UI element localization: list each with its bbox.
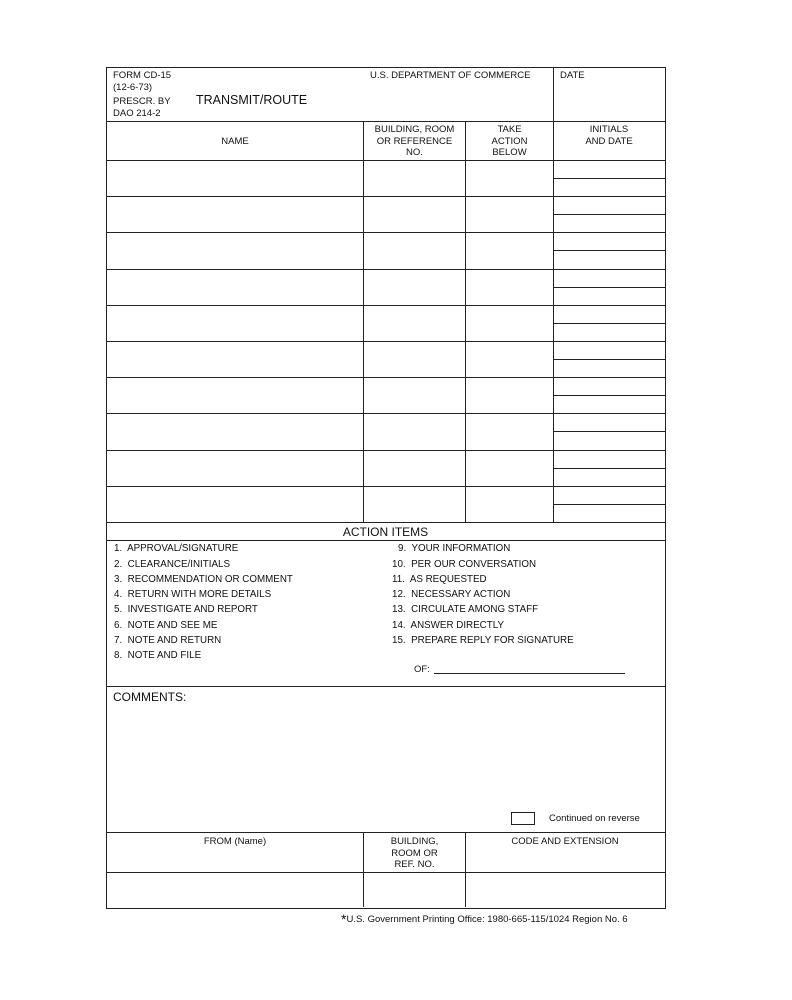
column-header-take-action-line: BELOW	[492, 147, 527, 158]
column-header-initials	[554, 124, 664, 147]
routing-initials-field[interactable]	[555, 487, 663, 503]
routing-name-field[interactable]	[108, 197, 362, 231]
routing-building-field[interactable]	[365, 487, 464, 521]
routing-building-field[interactable]	[365, 451, 464, 485]
action-item-label: RETURN WITH MORE DETAILS	[127, 589, 272, 600]
routing-date-field[interactable]	[555, 396, 663, 412]
row-rule	[106, 522, 665, 523]
routing-name-field[interactable]	[108, 414, 362, 448]
action-item-label: CLEARANCE/INITIALS	[127, 559, 230, 570]
routing-initials-field[interactable]	[555, 342, 663, 358]
action-item	[114, 620, 217, 631]
routing-name-field[interactable]	[108, 487, 362, 521]
routing-date-field[interactable]	[555, 324, 663, 340]
action-item	[392, 589, 510, 600]
routing-building-field[interactable]	[365, 342, 464, 376]
routing-date-field[interactable]	[555, 251, 663, 267]
routing-building-field[interactable]	[365, 197, 464, 231]
action-item-number: 8.	[114, 650, 123, 661]
action-item-label: ANSWER DIRECTLY	[410, 620, 504, 631]
action-item-label: APPROVAL/SIGNATURE	[127, 543, 239, 554]
routing-take-action-field[interactable]	[467, 342, 552, 376]
routing-building-field[interactable]	[365, 233, 464, 267]
column-header-initials-line: AND DATE	[585, 135, 633, 147]
column-header-take-action	[466, 124, 553, 159]
routing-date-field[interactable]	[555, 432, 663, 448]
comments-field[interactable]	[108, 706, 662, 808]
action-item-number: 13.	[392, 604, 406, 615]
routing-take-action-field[interactable]	[467, 451, 552, 485]
routing-name-field[interactable]	[108, 451, 362, 485]
form-title: TRANSMIT/ROUTE	[196, 93, 308, 107]
action-item-number: 14.	[392, 620, 406, 631]
from-name-label: FROM (Name)	[203, 836, 267, 847]
date-field-divider	[553, 67, 554, 121]
column-header-initials-line: INITIALS	[589, 124, 629, 135]
action-item-number: 6.	[114, 620, 123, 631]
action-items-bottom-rule	[106, 686, 665, 687]
header-rule	[106, 121, 665, 122]
routing-name-field[interactable]	[108, 161, 362, 195]
column-header-building-line: OR REFERENCE	[376, 135, 453, 147]
form-date: (12-6-73)	[113, 82, 153, 93]
action-item-label: NOTE AND SEE ME	[127, 620, 218, 631]
column-header-take-action-line: ACTION	[491, 135, 528, 147]
routing-building-field[interactable]	[365, 161, 464, 195]
action-item	[392, 574, 487, 585]
action-item-number: 3.	[114, 574, 123, 585]
action-item	[392, 635, 574, 646]
action-item	[114, 604, 258, 615]
action-item-label: CIRCULATE AMONG STAFF	[411, 604, 539, 615]
action-item-label: RECOMMENDATION OR COMMENT	[127, 574, 293, 585]
routing-initials-field[interactable]	[555, 378, 663, 394]
routing-take-action-field[interactable]	[467, 197, 552, 231]
column-header-building-line: NO.	[406, 147, 423, 158]
action-item	[392, 620, 504, 631]
from-name-field[interactable]	[108, 874, 362, 906]
footer-building-label-line: BUILDING,	[390, 836, 439, 847]
routing-take-action-field[interactable]	[467, 487, 552, 521]
action-item	[392, 559, 536, 570]
action-item	[114, 559, 230, 570]
of-label: OF:	[414, 664, 430, 675]
routing-name-field[interactable]	[108, 306, 362, 340]
comments-bottom-rule	[106, 832, 665, 833]
gpo-asterisk: *	[341, 911, 347, 927]
action-item	[392, 604, 538, 615]
routing-building-field[interactable]	[365, 306, 464, 340]
action-item-label: AS REQUESTED	[409, 574, 487, 585]
department-name: U.S. DEPARTMENT OF COMMERCE	[370, 70, 531, 81]
routing-name-field[interactable]	[108, 378, 362, 412]
routing-date-field[interactable]	[555, 215, 663, 231]
routing-building-field[interactable]	[365, 378, 464, 412]
routing-date-field[interactable]	[555, 288, 663, 304]
action-item	[114, 635, 221, 646]
routing-building-field[interactable]	[365, 270, 464, 304]
routing-initials-field[interactable]	[555, 197, 663, 213]
column-header-building-line: BUILDING, ROOM	[374, 124, 455, 135]
code-extension-label: CODE AND EXTENSION	[511, 836, 619, 847]
action-item-number: 11.	[392, 574, 405, 585]
action-item-number: 7.	[114, 635, 123, 646]
code-extension-field[interactable]	[467, 874, 663, 906]
action-item-number: 4.	[114, 589, 123, 600]
column-header-name: NAME	[221, 136, 249, 147]
continued-checkbox[interactable]	[511, 812, 535, 825]
routing-initials-field[interactable]	[555, 414, 663, 430]
action-item-number: 10.	[392, 559, 406, 570]
action-item-number: 15.	[392, 635, 406, 646]
gpo-note	[341, 909, 628, 925]
routing-take-action-field[interactable]	[467, 306, 552, 340]
routing-take-action-field[interactable]	[467, 378, 552, 412]
action-item-number: 1.	[114, 543, 123, 554]
gpo-note-text: U.S. Government Printing Office: 1980-665-115/1024 Region No. 6	[346, 914, 628, 925]
action-items-title: ACTION ITEMS	[342, 525, 429, 539]
routing-date-field[interactable]	[555, 179, 663, 195]
form-number: FORM CD-15	[113, 70, 172, 81]
date-field[interactable]	[555, 84, 663, 120]
action-item-number: 5.	[114, 604, 123, 615]
action-item-label: NOTE AND RETURN	[127, 635, 222, 646]
action-item	[114, 650, 201, 661]
action-item-label: YOUR INFORMATION	[411, 543, 511, 554]
footer-rule	[106, 872, 665, 873]
column-header-take-action-line: TAKE	[497, 124, 522, 135]
action-item	[398, 543, 510, 554]
routing-initials-field[interactable]	[555, 161, 663, 177]
routing-date-field[interactable]	[555, 360, 663, 376]
routing-date-field[interactable]	[555, 469, 663, 485]
dao-number: DAO 214-2	[113, 108, 161, 119]
action-item-number: 9.	[398, 543, 407, 554]
action-item-label: INVESTIGATE AND REPORT	[127, 604, 258, 615]
action-item	[114, 543, 238, 554]
column-header-building	[364, 124, 465, 159]
routing-building-field[interactable]	[365, 414, 464, 448]
routing-take-action-field[interactable]	[467, 161, 552, 195]
footer-building-label-line: ROOM OR	[391, 847, 438, 859]
prescribed-by: PRESCR. BY	[113, 96, 171, 107]
comments-label: COMMENTS:	[113, 690, 187, 704]
routing-name-field[interactable]	[108, 270, 362, 304]
of-field[interactable]	[434, 663, 625, 674]
action-items-rule	[106, 540, 665, 541]
routing-take-action-field[interactable]	[467, 270, 552, 304]
action-item	[114, 589, 271, 600]
footer-building-label-line: REF. NO.	[394, 859, 435, 870]
action-item-label: NOTE AND FILE	[127, 650, 202, 661]
routing-initials-field[interactable]	[555, 233, 663, 249]
action-item-label: PER OUR CONVERSATION	[411, 559, 537, 570]
routing-date-field[interactable]	[555, 505, 663, 521]
date-label: DATE	[560, 70, 585, 81]
routing-initials-field[interactable]	[555, 306, 663, 322]
routing-initials-field[interactable]	[555, 451, 663, 467]
action-item-label: NECESSARY ACTION	[411, 589, 511, 600]
routing-take-action-field[interactable]	[467, 414, 552, 448]
routing-name-field[interactable]	[108, 233, 362, 267]
routing-initials-field[interactable]	[555, 270, 663, 286]
action-item-number: 2.	[114, 559, 123, 570]
action-item-number: 12.	[392, 589, 406, 600]
footer-building-field[interactable]	[365, 874, 464, 906]
continued-label: Continued on reverse	[549, 813, 640, 824]
action-item-label: PREPARE REPLY FOR SIGNATURE	[411, 635, 574, 646]
routing-name-field[interactable]	[108, 342, 362, 376]
routing-take-action-field[interactable]	[467, 233, 552, 267]
footer-building-label	[364, 836, 465, 871]
action-item	[114, 574, 293, 585]
